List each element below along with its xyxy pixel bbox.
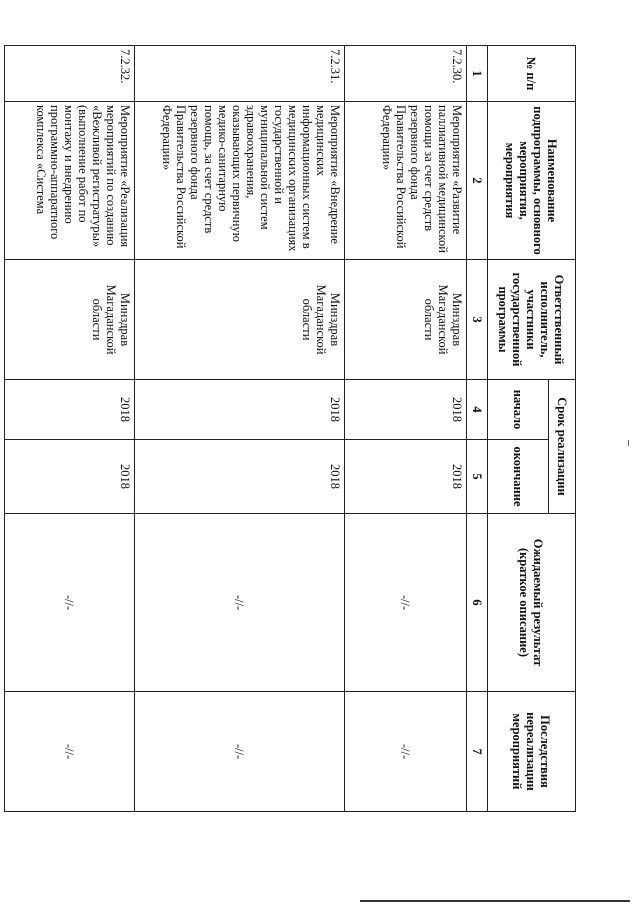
row-number: 7.2.31. xyxy=(135,46,345,102)
row-name: Мероприятие «Реализация мероприятий по созданию «Вежливой регистратуры» (выполнение работ по монтажу и внедрению программно-аппаратного комплекса «Система xyxy=(5,102,135,260)
header-result: Ожидаемый результат (краткое описание) xyxy=(488,514,576,692)
column-number: 3 xyxy=(467,260,488,380)
row-consequences: -//- xyxy=(5,692,135,812)
row-consequences: -//- xyxy=(135,692,345,812)
header-executor: Ответственный исполнитель, участники государственной программы xyxy=(488,260,576,380)
program-table xyxy=(4,45,576,812)
column-number: 1 xyxy=(467,46,488,102)
header-row xyxy=(549,46,576,812)
row-result: -//- xyxy=(135,514,345,692)
table-row xyxy=(135,46,345,812)
header-end: окончание xyxy=(488,440,549,514)
header-period: Срок реализации xyxy=(549,380,576,514)
column-number: 4 xyxy=(467,380,488,440)
row-name: Мероприятие «Развитие паллиативной медицинской помощи за счет средств резервного фонда Правительства Российской Федерации» xyxy=(345,102,467,260)
header-name: Наименование подпрограммы, основного мероприятия, мероприятия xyxy=(488,102,576,260)
row-end: 2018 xyxy=(135,440,345,514)
header-number: № п/п xyxy=(488,46,576,102)
column-numbers-row xyxy=(467,46,488,812)
row-end: 2018 xyxy=(5,440,135,514)
row-start: 2018 xyxy=(5,380,135,440)
row-result: -//- xyxy=(5,514,135,692)
table-row xyxy=(345,46,467,812)
row-number: 7.2.30. xyxy=(345,46,467,102)
column-number: 5 xyxy=(467,440,488,514)
column-number: 2 xyxy=(467,102,488,260)
row-number: 7.2.32. xyxy=(5,46,135,102)
row-executor: Минздрав Магаданской области xyxy=(5,260,135,380)
row-start: 2018 xyxy=(135,380,345,440)
header-consequences: Последствия нереализации мероприятий xyxy=(488,692,576,812)
row-result: -//- xyxy=(345,514,467,692)
row-end: 2018 xyxy=(345,440,467,514)
margin-mark xyxy=(628,440,629,446)
column-number: 7 xyxy=(467,692,488,812)
row-name: Мероприятие «Внедрение медицинских информационных систем в медицинских организациях государственной и муниципальной систем здравоохранения, оказывающих первичную медико-санитарную помощь, за счет средств резервного фонда Правительства Российской Федерации» xyxy=(135,102,345,260)
footer-line xyxy=(360,900,630,902)
column-number: 6 xyxy=(467,514,488,692)
table-row xyxy=(5,46,135,812)
header-start: начало xyxy=(488,380,549,440)
row-start: 2018 xyxy=(345,380,467,440)
row-executor: Минздрав Магаданской области xyxy=(135,260,345,380)
row-consequences: -//- xyxy=(345,692,467,812)
row-executor: Минздрав Магаданской области xyxy=(345,260,467,380)
